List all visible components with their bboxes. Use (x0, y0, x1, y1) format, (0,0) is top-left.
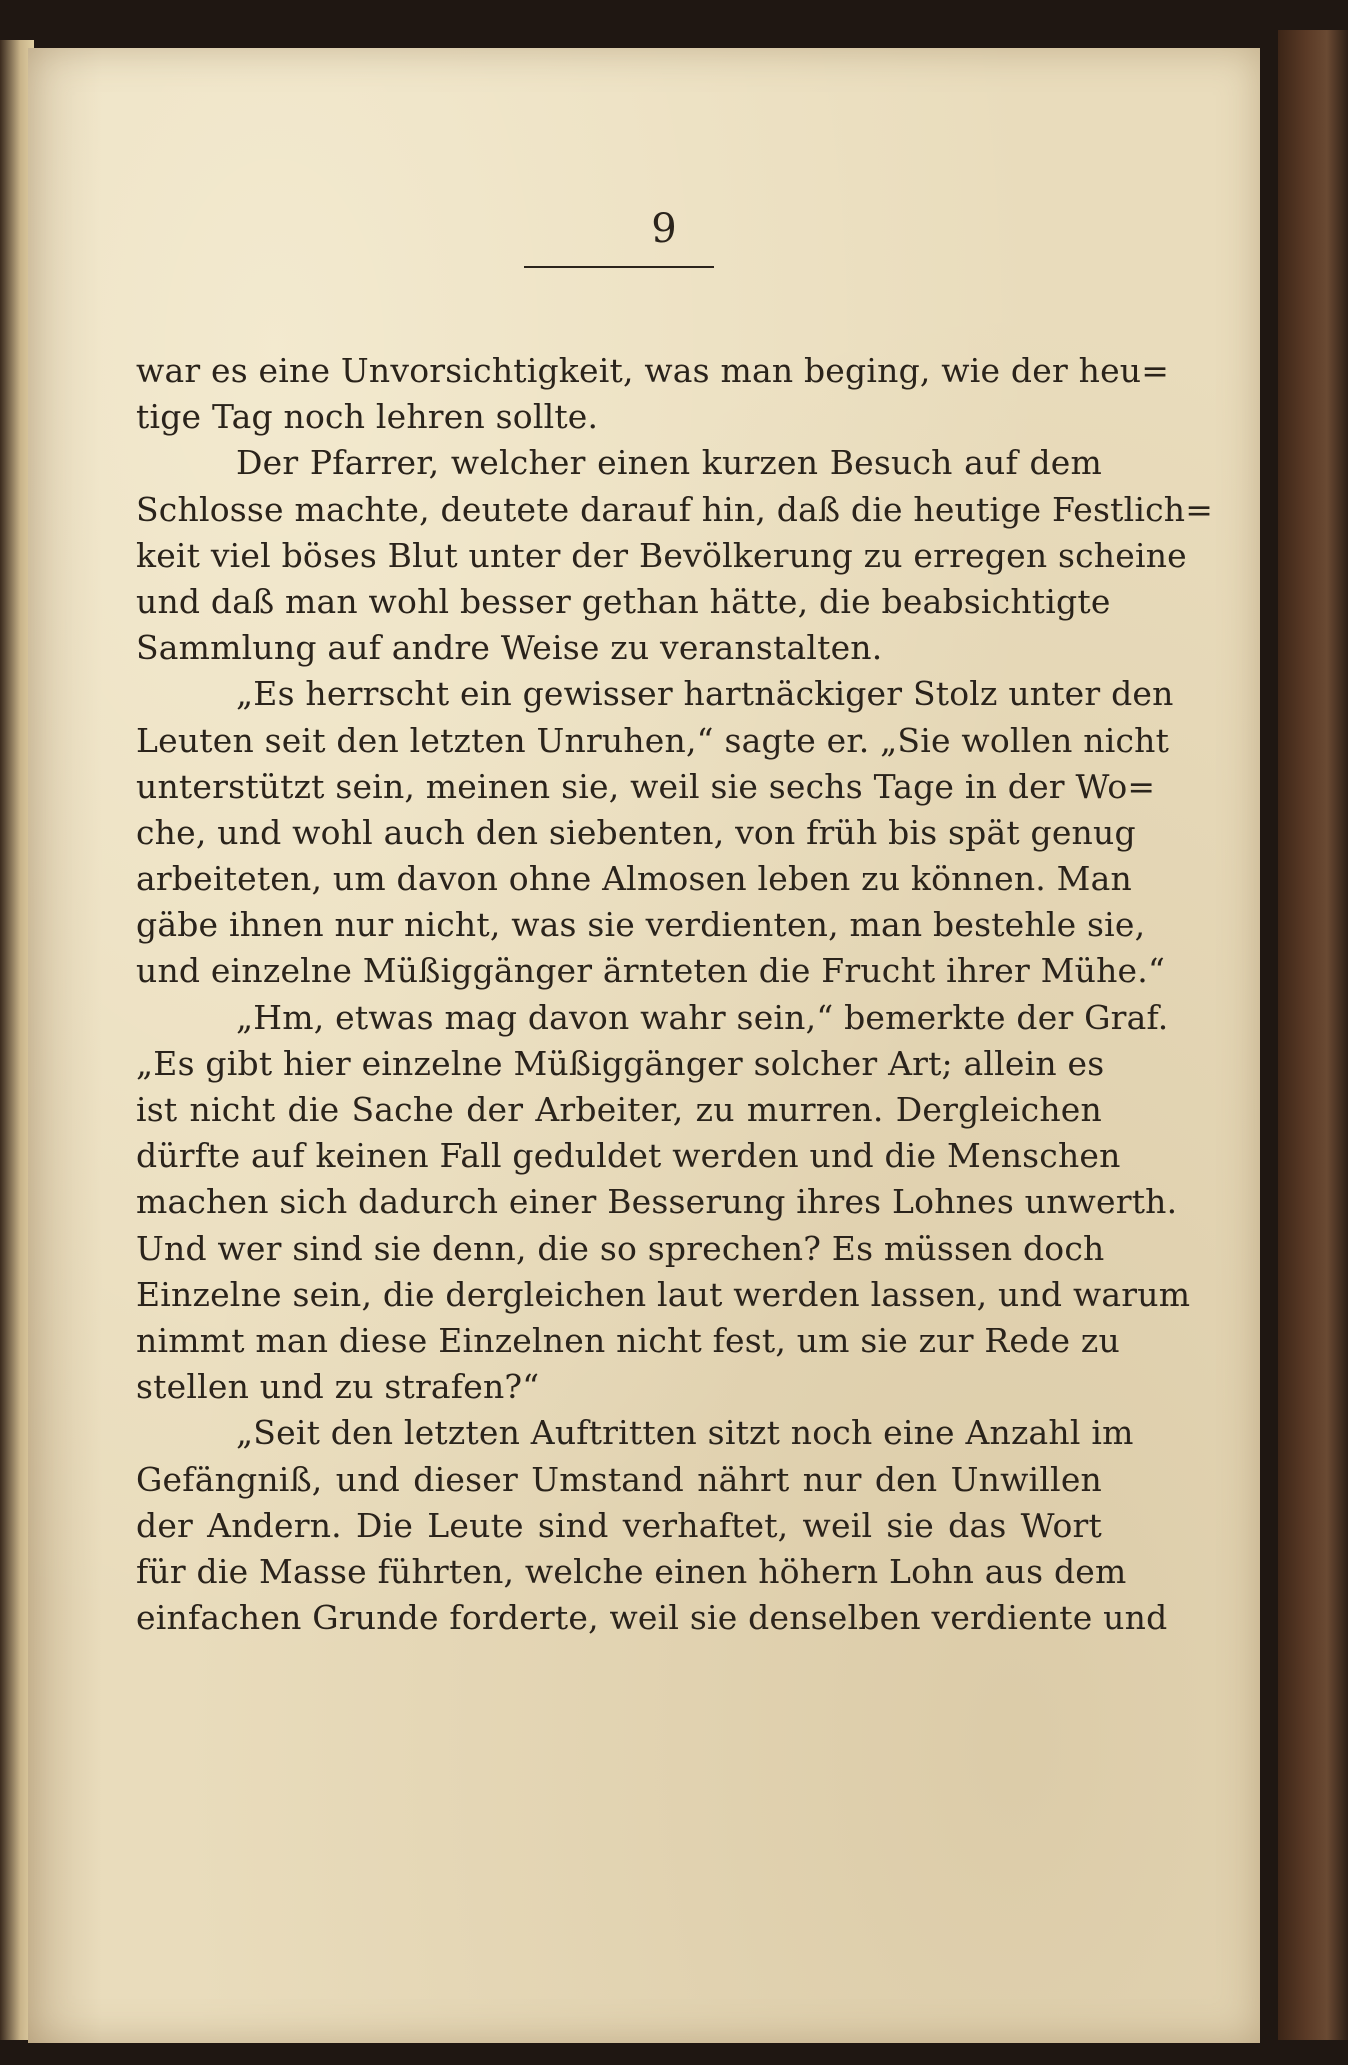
book-page (28, 48, 1260, 2043)
text-line: Sammlung auf andre Weise zu veranstalten. (136, 628, 883, 668)
text-line: „Es herrscht ein gewisser hartnäckiger Stolz unter den (236, 674, 1174, 714)
text-line: ist nicht die Sache der Arbeiter, zu murren. Dergleichen (136, 1090, 1102, 1129)
text-line: Gefängniß, und dieser Umstand nährt nur den Unwillen (136, 1459, 1102, 1499)
text-line: keit viel böses Blut unter der Bevölkerung zu erregen scheine (136, 535, 1187, 575)
text-line: stellen und zu strafen?“ (136, 1367, 540, 1407)
text-line: unterstützt sein, meinen sie, weil sie sechs Tage in der Wo= (136, 766, 1156, 806)
text-line: tige Tag noch lehren sollte. (136, 397, 599, 437)
text-line: nimmt man diese Einzelnen nicht fest, um sie zur Rede zu (136, 1320, 1120, 1360)
text-line: Der Pfarrer, welcher einen kurzen Besuch auf dem (236, 443, 1102, 483)
text-line: Und wer sind sie denn, die so sprechen? Es müssen doch (136, 1228, 1105, 1268)
text-line: und daß man wohl besser gethan hätte, die beabsichtigte (136, 581, 1111, 621)
text-line: Leuten seit den letzten Unruhen,“ sagte er. „Sie wollen nicht (136, 720, 1170, 760)
text-line: war es eine Unvorsichtigkeit, was man beging, wie der heu= (136, 351, 1170, 390)
text-line: dürfte auf keinen Fall geduldet werden und die Menschen (136, 1136, 1121, 1176)
text-line: „Es gibt hier einzelne Müßiggänger solcher Art; allein es (136, 1043, 1105, 1083)
text-line: Einzelne sein, die dergleichen laut werden lassen, und warum (136, 1274, 1191, 1314)
text-line: arbeiteten, um davon ohne Almosen leben zu können. Man (136, 859, 1132, 899)
page-number: 9 (651, 206, 677, 252)
text-line: che, und wohl auch den siebenten, von früh bis spät genug (136, 812, 1136, 852)
text-line: der Andern. Die Leute sind verhaftet, weil sie das Wort (136, 1505, 1102, 1545)
text-line: gäbe ihnen nur nicht, was sie verdienten, man bestehle sie, (136, 905, 1146, 945)
book-cover-edge (1278, 30, 1348, 2040)
text-line: „Seit den letzten Auftritten sitzt noch eine Anzahl im (236, 1413, 1134, 1453)
text-line: und einzelne Müßiggänger ärnteten die Frucht ihrer Mühe.“ (136, 951, 1166, 991)
page-number-rule (524, 266, 714, 268)
text-line: machen sich dadurch einer Besserung ihres Lohnes unwerth. (136, 1182, 1178, 1222)
text-line: „Hm, etwas mag davon wahr sein,“ bemerkte der Graf. (236, 997, 1169, 1037)
text-line: einfachen Grunde forderte, weil sie denselben verdiente und (136, 1598, 1168, 1638)
text-line: Schlosse machte, deutete darauf hin, daß die heutige Festlich= (136, 489, 1214, 529)
body-text (136, 348, 1214, 1641)
text-line: für die Masse führten, welche einen höhern Lohn aus dem (136, 1551, 1127, 1591)
